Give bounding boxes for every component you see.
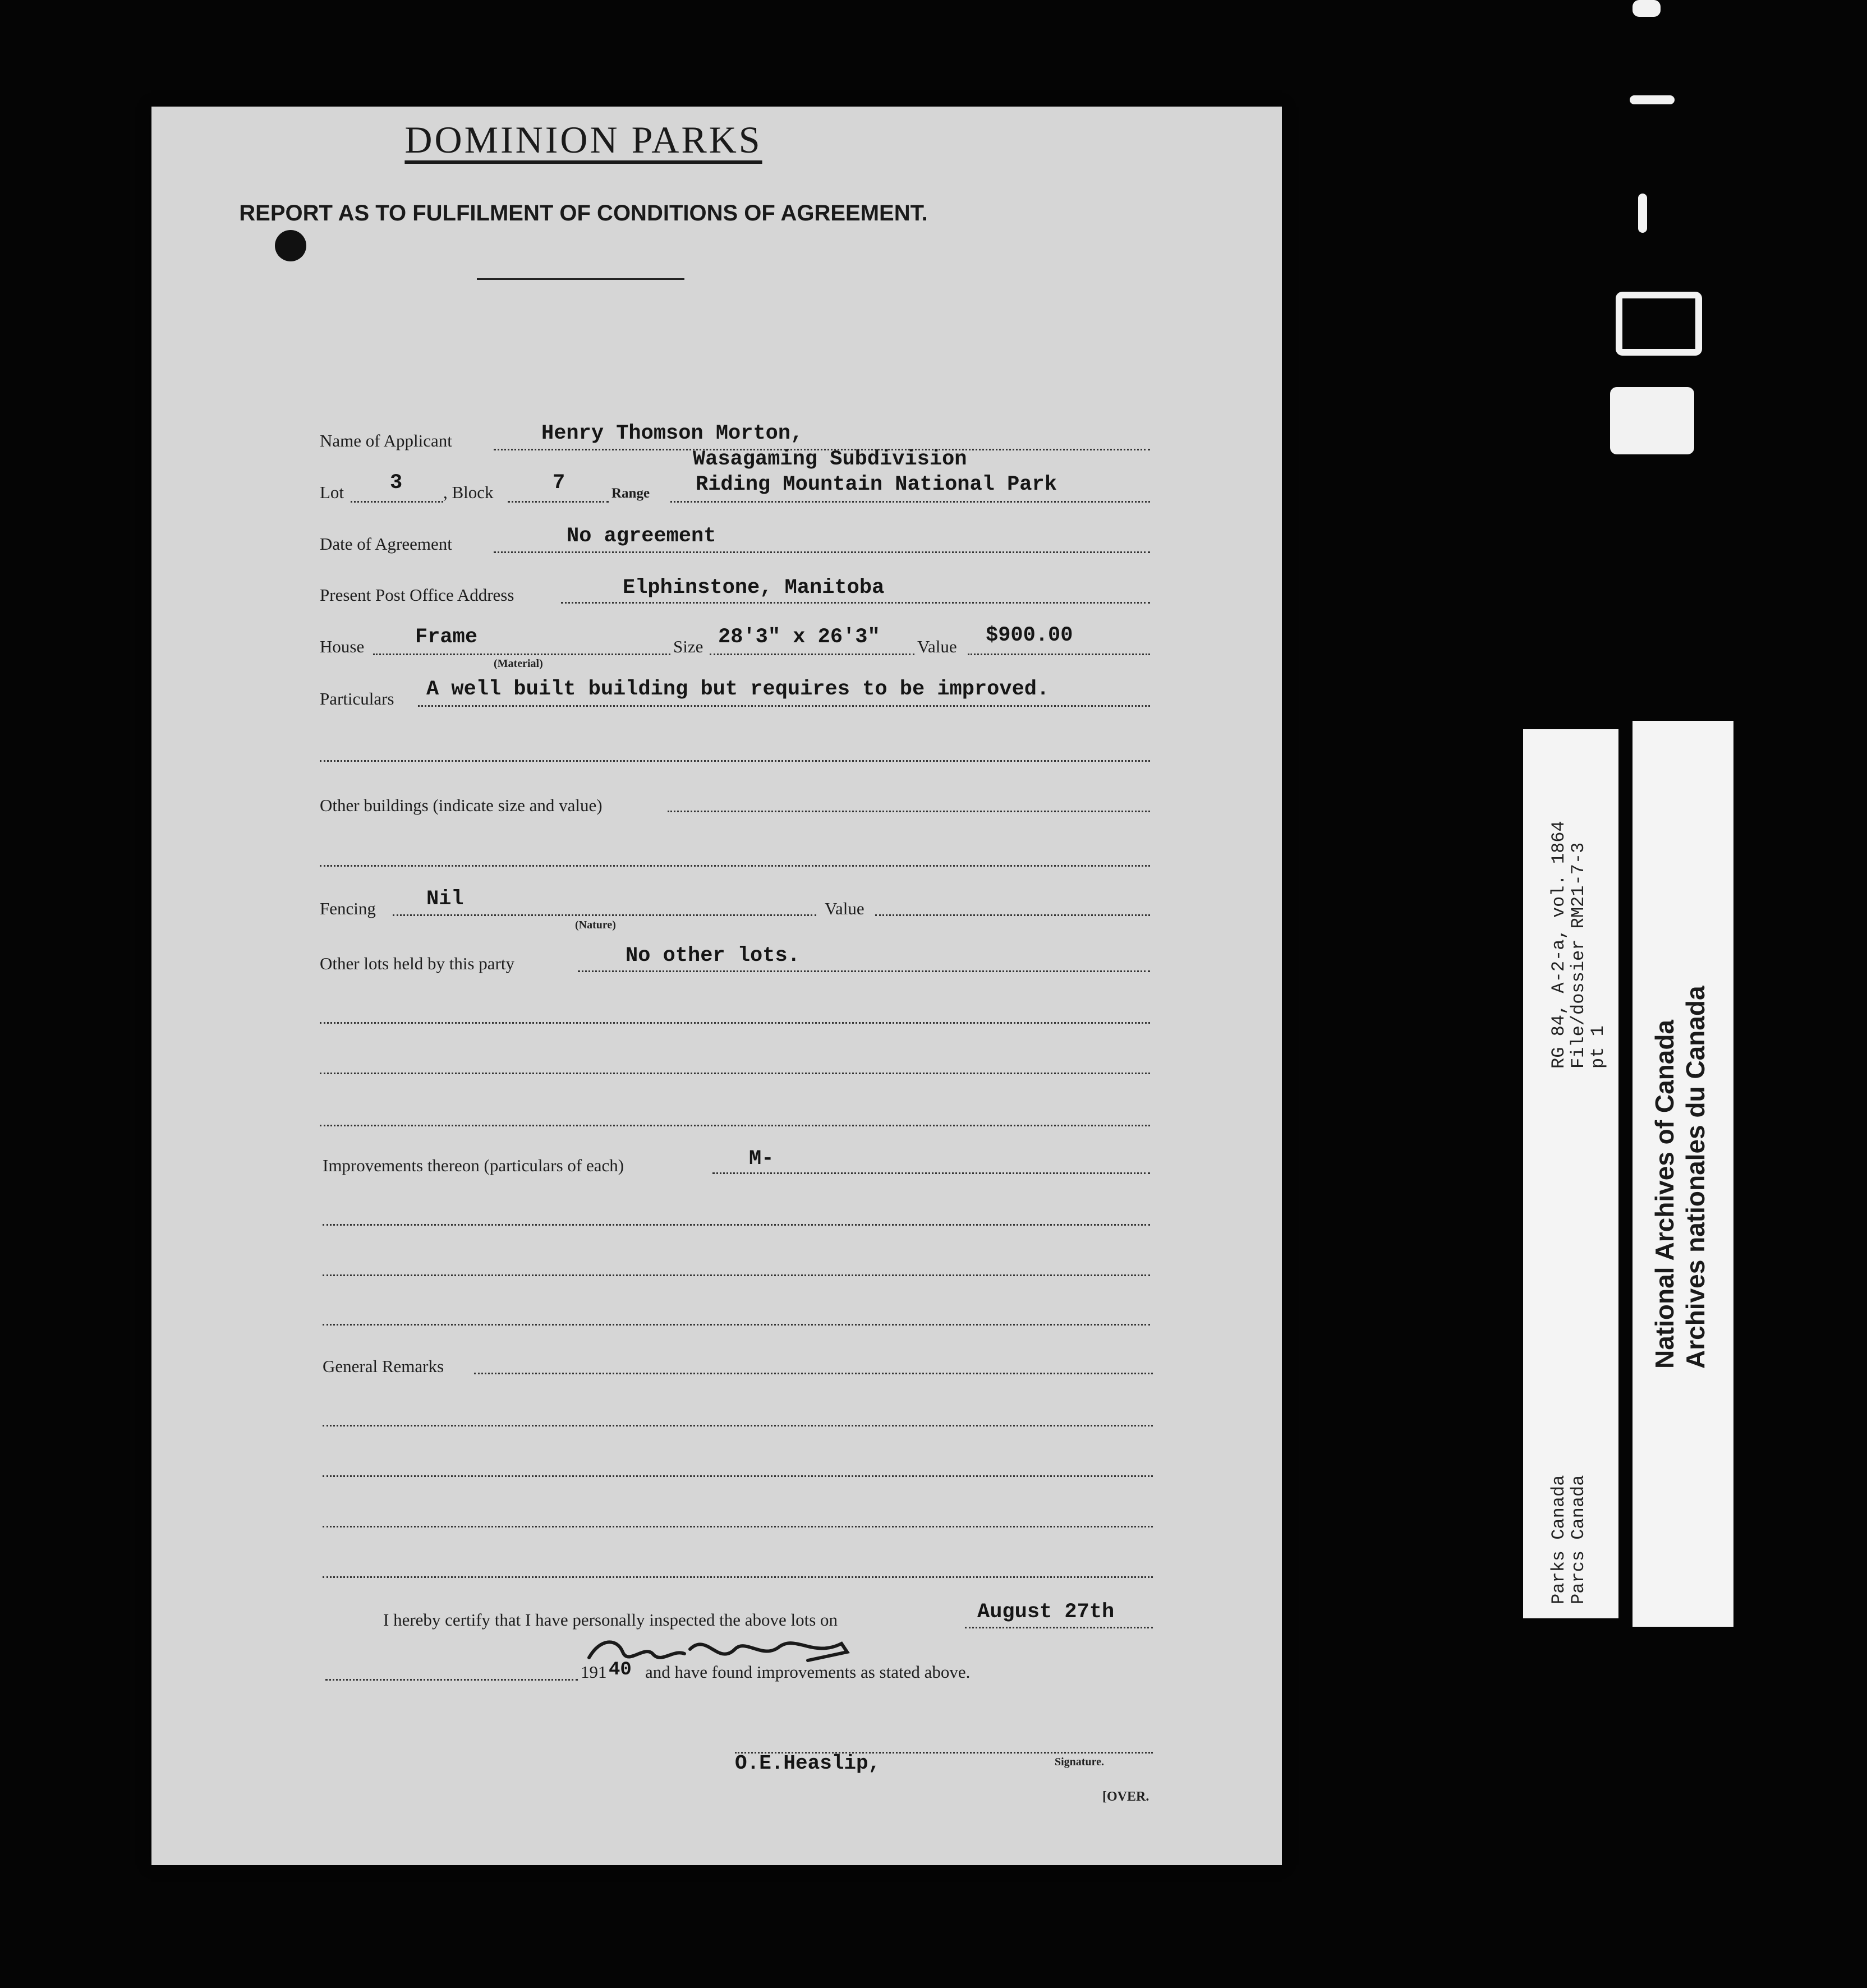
film-frame-mark bbox=[1610, 387, 1694, 454]
fence-value-label: Value bbox=[825, 899, 864, 918]
other-buildings-line bbox=[668, 811, 1150, 812]
value-value: $900.00 bbox=[986, 624, 1073, 647]
block-value: 7 bbox=[553, 471, 565, 495]
archive-org-line2: Parcs Canada bbox=[1568, 1475, 1589, 1604]
certify-date-line bbox=[965, 1627, 1153, 1628]
inspection-date-value: August 27th bbox=[977, 1600, 1115, 1624]
range-value-line2: Riding Mountain National Park bbox=[696, 473, 1057, 496]
particulars-line-2 bbox=[320, 760, 1150, 762]
form-subtitle: REPORT AS TO FULFILMENT OF CONDITIONS OF AGREEMENT. bbox=[239, 201, 928, 226]
year-line bbox=[325, 1679, 578, 1681]
other-buildings-label: Other buildings (indicate size and value) bbox=[320, 795, 603, 815]
address-value: Elphinstone, Manitoba bbox=[623, 576, 885, 600]
title-rule bbox=[477, 278, 684, 280]
certify-label: I hereby certify that I have personally inspected the above lots on bbox=[383, 1610, 838, 1630]
size-line bbox=[710, 654, 914, 655]
house-label: House bbox=[320, 637, 365, 656]
applicant-label: Name of Applicant bbox=[320, 431, 452, 450]
applicant-value: Henry Thomson Morton, bbox=[541, 422, 803, 445]
handwritten-signature bbox=[578, 1627, 853, 1672]
archive-ref-line2: File/dossier RM21-7-3 bbox=[1568, 842, 1589, 1069]
other-lots-value: No other lots. bbox=[626, 944, 800, 968]
remarks-line-2 bbox=[323, 1425, 1153, 1426]
remarks-label: General Remarks bbox=[323, 1356, 444, 1376]
particulars-line bbox=[418, 705, 1150, 707]
range-value-line1: Wasagaming Subdivision bbox=[693, 448, 967, 471]
range-line bbox=[670, 501, 1150, 503]
signer-name: O.E.Heaslip, bbox=[735, 1752, 881, 1775]
archive-ref-line3: pt 1 bbox=[1588, 1025, 1608, 1069]
other-lots-label: Other lots held by this party bbox=[320, 954, 514, 973]
improvements-label: Improvements thereon (particulars of each) bbox=[323, 1156, 624, 1175]
material-caption: (Material) bbox=[494, 657, 543, 670]
particulars-value: A well built building but requires to be improved. bbox=[426, 678, 1050, 701]
range-label: Range bbox=[611, 486, 650, 501]
archive-ref-line1: RG 84, A-2-a, vol. 1864 bbox=[1548, 821, 1569, 1069]
date-value: No agreement bbox=[567, 524, 716, 548]
film-frame-mark bbox=[1616, 292, 1702, 356]
other-buildings-line-2 bbox=[320, 865, 1150, 867]
fencing-label: Fencing bbox=[320, 899, 376, 918]
remarks-line-3 bbox=[323, 1475, 1153, 1477]
lot-line bbox=[351, 501, 443, 503]
particulars-label: Particulars bbox=[320, 689, 394, 708]
film-frame-mark bbox=[1638, 194, 1647, 233]
lot-value: 3 bbox=[390, 471, 403, 495]
improvements-line-4 bbox=[323, 1324, 1150, 1326]
value-label: Value bbox=[917, 637, 957, 656]
film-frame-mark bbox=[1633, 0, 1661, 17]
archives-name-fr: Archives nationales du Canada bbox=[1681, 986, 1710, 1369]
archives-name-en: National Archives of Canada bbox=[1650, 1019, 1679, 1369]
address-line bbox=[561, 602, 1150, 604]
other-lots-line bbox=[578, 970, 1150, 972]
remarks-line-5 bbox=[323, 1576, 1153, 1578]
other-lots-line-3 bbox=[320, 1073, 1150, 1074]
punch-hole bbox=[275, 230, 306, 261]
signature-line bbox=[735, 1752, 1153, 1754]
nature-caption: (Nature) bbox=[575, 919, 616, 931]
over-note: [OVER. bbox=[1102, 1789, 1149, 1804]
improvements-line bbox=[712, 1172, 1150, 1174]
block-label: , Block bbox=[443, 482, 494, 502]
archive-org-line1: Parks Canada bbox=[1548, 1475, 1569, 1604]
value-line bbox=[968, 654, 1150, 655]
film-frame-mark bbox=[1630, 95, 1675, 104]
date-line bbox=[494, 551, 1150, 553]
address-label: Present Post Office Address bbox=[320, 585, 514, 605]
fencing-line bbox=[393, 914, 816, 916]
year-prefix: 191 bbox=[581, 1662, 607, 1682]
remarks-line-4 bbox=[323, 1526, 1153, 1527]
other-lots-line-2 bbox=[320, 1022, 1150, 1024]
year-suffix-value: 40 bbox=[609, 1659, 632, 1681]
date-label: Date of Agreement bbox=[320, 534, 452, 554]
house-material-value: Frame bbox=[415, 625, 478, 649]
size-value: 28'3" x 26'3" bbox=[718, 625, 880, 649]
size-label: Size bbox=[673, 637, 703, 656]
other-lots-line-4 bbox=[320, 1125, 1150, 1126]
improvements-line-2 bbox=[323, 1224, 1150, 1226]
fence-value-line bbox=[875, 914, 1150, 916]
found-label: and have found improvements as stated above. bbox=[645, 1662, 971, 1682]
fencing-value: Nil bbox=[426, 887, 464, 911]
lot-label: Lot bbox=[320, 482, 344, 502]
form-title: DOMINION PARKS bbox=[404, 118, 762, 161]
block-line bbox=[508, 501, 609, 503]
remarks-line bbox=[474, 1373, 1153, 1374]
house-line bbox=[373, 654, 670, 655]
improvements-value: M- bbox=[749, 1147, 774, 1171]
signature-caption: Signature. bbox=[1055, 1756, 1104, 1768]
improvements-line-3 bbox=[323, 1274, 1150, 1276]
